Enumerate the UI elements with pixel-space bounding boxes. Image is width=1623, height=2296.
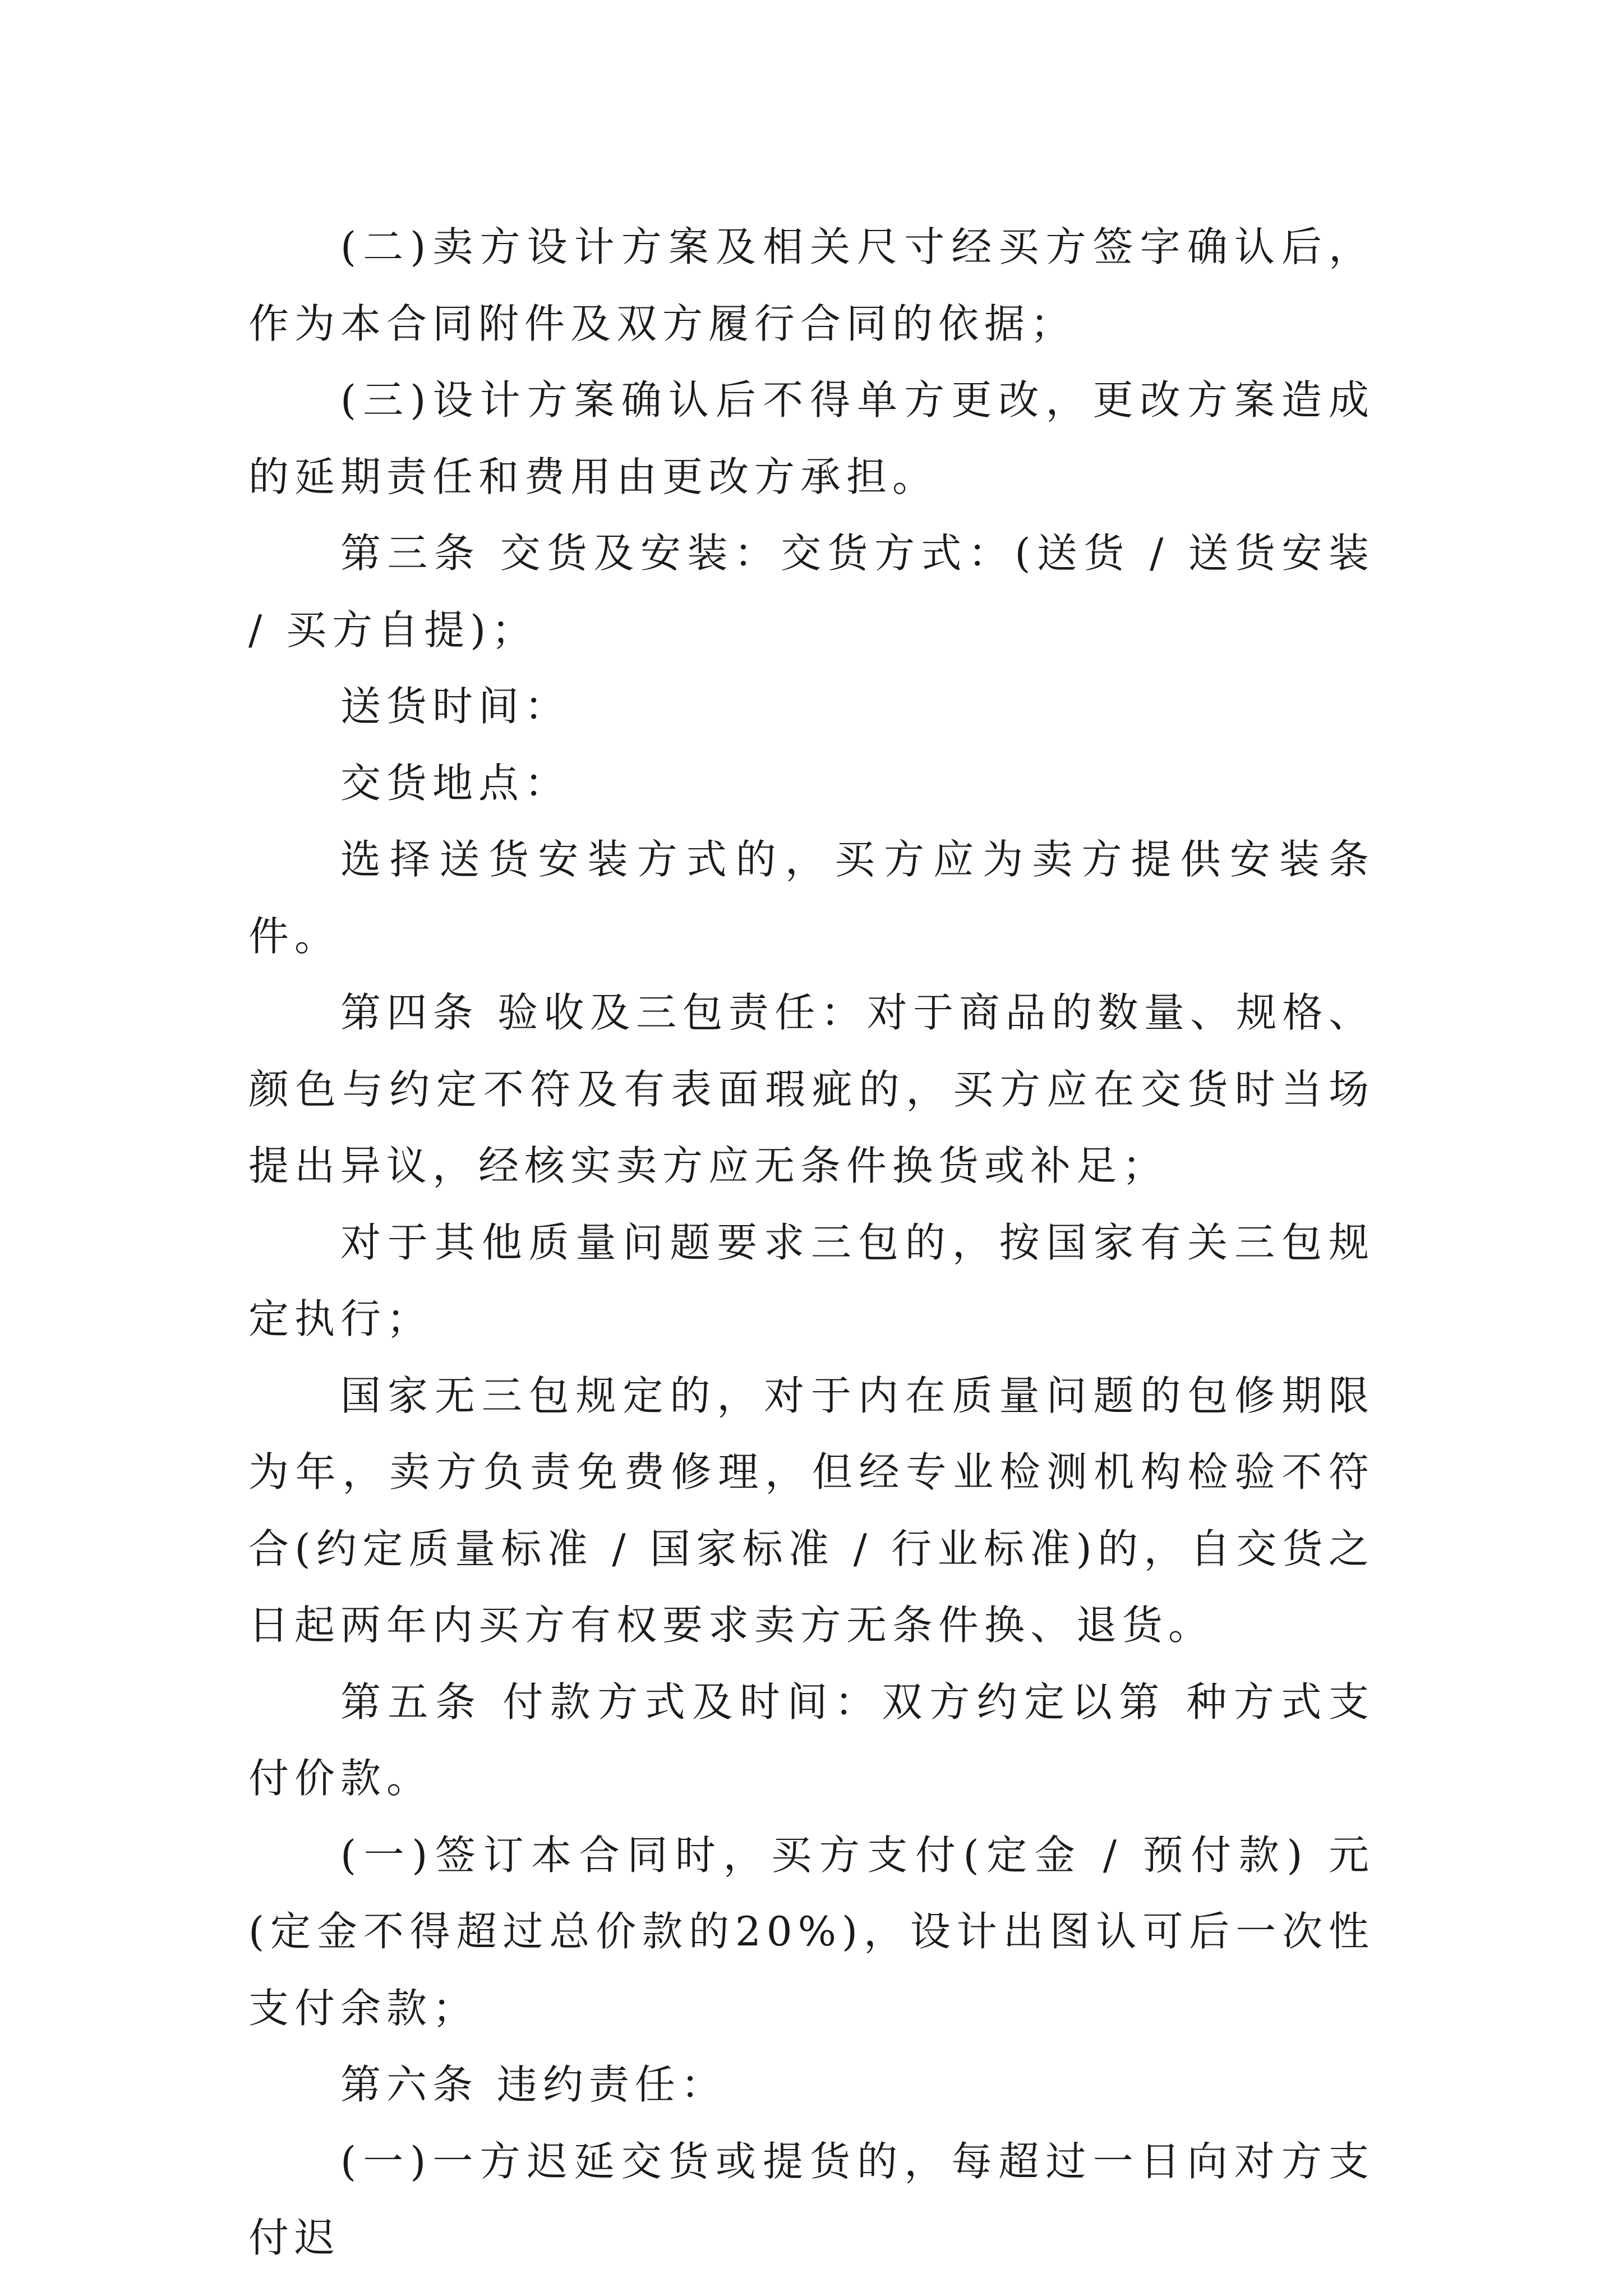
paragraph-article-5-payment: 第五条 付款方式及时间：双方约定以第 种方式支付价款。 bbox=[248, 1678, 1375, 1802]
paragraph-article-6-liability: 第六条 违约责任： bbox=[340, 2061, 727, 2108]
paragraph-payment-option-1: (一)签订本合同时，买方支付(定金 / 预付款) 元(定金不得超过总价款的20%)，设计出图认可后一次性支付余款； bbox=[248, 1831, 1375, 2032]
paragraph-delivery-time: 送货时间： bbox=[340, 683, 571, 730]
paragraph-design-confirmation: (二)卖方设计方案及相关尺寸经买方签字确认后，作为本合同附件及双方履行合同的依据； bbox=[248, 223, 1375, 347]
paragraph-article-4-acceptance: 第四条 验收及三包责任：对于商品的数量、规格、颜色与约定不符及有表面瑕疵的，买方应在交货时当场提出异议，经核实卖方应无条件换货或补足； bbox=[248, 989, 1375, 1189]
paragraph-warranty-rules: 对于其他质量问题要求三包的，按国家有关三包规定执行； bbox=[248, 1218, 1375, 1342]
paragraph-late-delivery: (一)一方迟延交货或提货的，每超过一日向对方支付迟 bbox=[248, 2137, 1375, 2261]
paragraph-design-change: (三)设计方案确认后不得单方更改，更改方案造成的延期责任和费用由更改方承担。 bbox=[248, 376, 1375, 500]
paragraph-installation-conditions: 选择送货安装方式的，买方应为卖方提供安装条件。 bbox=[248, 836, 1375, 960]
document-body bbox=[248, 209, 1375, 2276]
paragraph-no-warranty-rules: 国家无三包规定的，对于内在质量问题的包修期限为年，卖方负责免费修理，但经专业检测机构检验不符合(约定质量标准 / 国家标准 / 行业标准)的，自交货之日起两年内买方有权要求卖方无条件换、退货。 bbox=[248, 1372, 1375, 1649]
paragraph-article-3-delivery: 第三条 交货及安装：交货方式：(送货 / 送货安装 / 买方自提)； bbox=[248, 530, 1375, 654]
paragraph-delivery-place: 交货地点： bbox=[340, 759, 571, 807]
